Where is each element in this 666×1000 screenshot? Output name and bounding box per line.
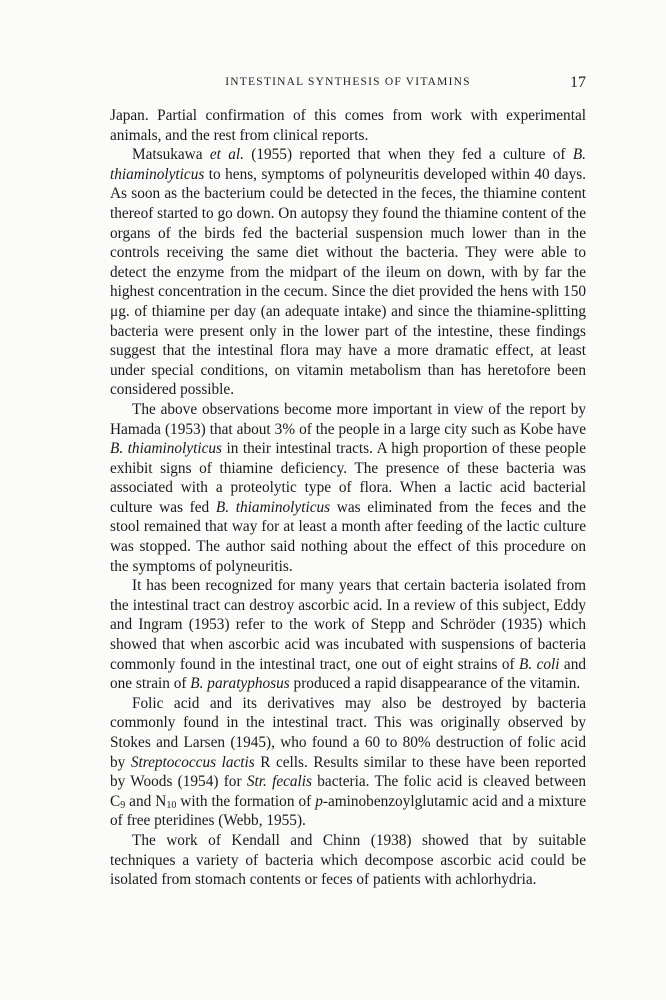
text-run: produced a rapid disappearance of the vitamin. xyxy=(289,675,581,693)
text-run: It has been recognized for many years that certain bacteria isolated from the intestinal tract can destroy ascorbic acid. In a review of this subject, Eddy and Ingram (1953) refer to the work of Stepp and Schröder (1935) which showed that when ascorbic acid was incubated with suspensions of bacteria commonly found in the intestinal tract, one out of eight strains of xyxy=(110,577,586,673)
text-run: -aminobenzoylglutamic acid and a mixture of free pteridines (Webb, 1955). xyxy=(110,792,586,830)
text-run: The work of Kendall and Chinn (1938) showed that by suitable techniques a variety of bacteria which decompose ascorbic acid could be isolated from stomach contents or feces of patients with achlorhydria. xyxy=(110,831,586,889)
italic-text: B. thiaminolyticus xyxy=(110,146,586,183)
text-run: with the formation of xyxy=(176,792,316,810)
text-run: and one strain of xyxy=(110,655,587,693)
text-run: R cells. Results similar to these have been reported by Woods (1954) for xyxy=(110,753,586,791)
italic-text: B. paratyphosus xyxy=(190,675,290,693)
text-run: in their intestinal tracts. A high proportion of these people exhibit signs of thiamine deficiency. The presence of these bacteria was associated with a proteolytic type of flora. When a lactic acid bacterial culture was fed xyxy=(110,440,586,516)
paragraph xyxy=(110,576,586,694)
text-run: and N xyxy=(125,792,167,810)
italic-text: B. coli xyxy=(519,655,560,673)
body-text xyxy=(110,106,586,890)
italic-text: Str. fecalis xyxy=(246,773,313,791)
page-header xyxy=(110,74,586,94)
text-run: Matsukawa xyxy=(132,146,210,164)
text-run: to hens, symptoms of polyneuritis developed within 40 days. As soon as the bacterium could be detected in the feces, the thiamine content thereof started to go down. On autopsy they found the thiamine content of the organs of the birds fed the bacterial suspension much lower than in the controls receiving the same diet without the bacteria. They were able to detect the enzyme from the midpart of the ileum on down, with by far the highest concentration in the cecum. Since the diet provided the hens with 150 μg. of thiamine per day (an adequate intake) and since the thiamine-splitting bacteria were present only in the lower part of the intestine, these findings suggest that the intestinal flora may have a more dramatic effect, at least under special conditions, on vitamin metabolism than has heretofore been considered possible. xyxy=(110,165,586,399)
italic-text: p xyxy=(315,792,323,810)
italic-text: Streptococcus lactis xyxy=(130,753,255,771)
paragraph xyxy=(110,106,586,145)
running-head: INTESTINAL SYNTHESIS OF VITAMINS xyxy=(225,76,471,88)
text-run: Folic acid and its derivatives may also be destroyed by bacteria commonly found in the intestinal tract. This was originally observed by Stokes and Larsen (1945), who found a 60 to 80% destruction of folic acid by xyxy=(110,694,586,771)
page-number: 17 xyxy=(570,74,586,91)
paragraph xyxy=(110,831,586,890)
paragraph xyxy=(110,400,586,576)
text-run: The above observations become more important in view of the report by Hamada (1953) that about 3% of the people in a large city such as Kobe have xyxy=(110,400,586,438)
text-run: Japan. Partial confirmation of this comes from work with experimental animals, and the rest from clinical reports. xyxy=(110,107,586,144)
paragraph xyxy=(110,145,586,400)
paragraph xyxy=(110,694,586,831)
italic-text: B. thiaminolyticus xyxy=(110,440,222,458)
subscript: 10 xyxy=(166,799,177,811)
text-run: (1955) reported that when they fed a culture of xyxy=(243,146,573,164)
text-run: bacteria. The folic acid is cleaved between C xyxy=(110,773,587,810)
subscript: 9 xyxy=(120,799,126,811)
italic-text: B. thiaminolyticus xyxy=(215,498,331,516)
italic-text: et al. xyxy=(209,146,244,164)
text-run: was eliminated from the feces and the stool remained that way for at least a month after feeding of the lactic culture was stopped. The author said nothing about the effect of this procedure on the symptoms of polyneuritis. xyxy=(110,498,586,575)
